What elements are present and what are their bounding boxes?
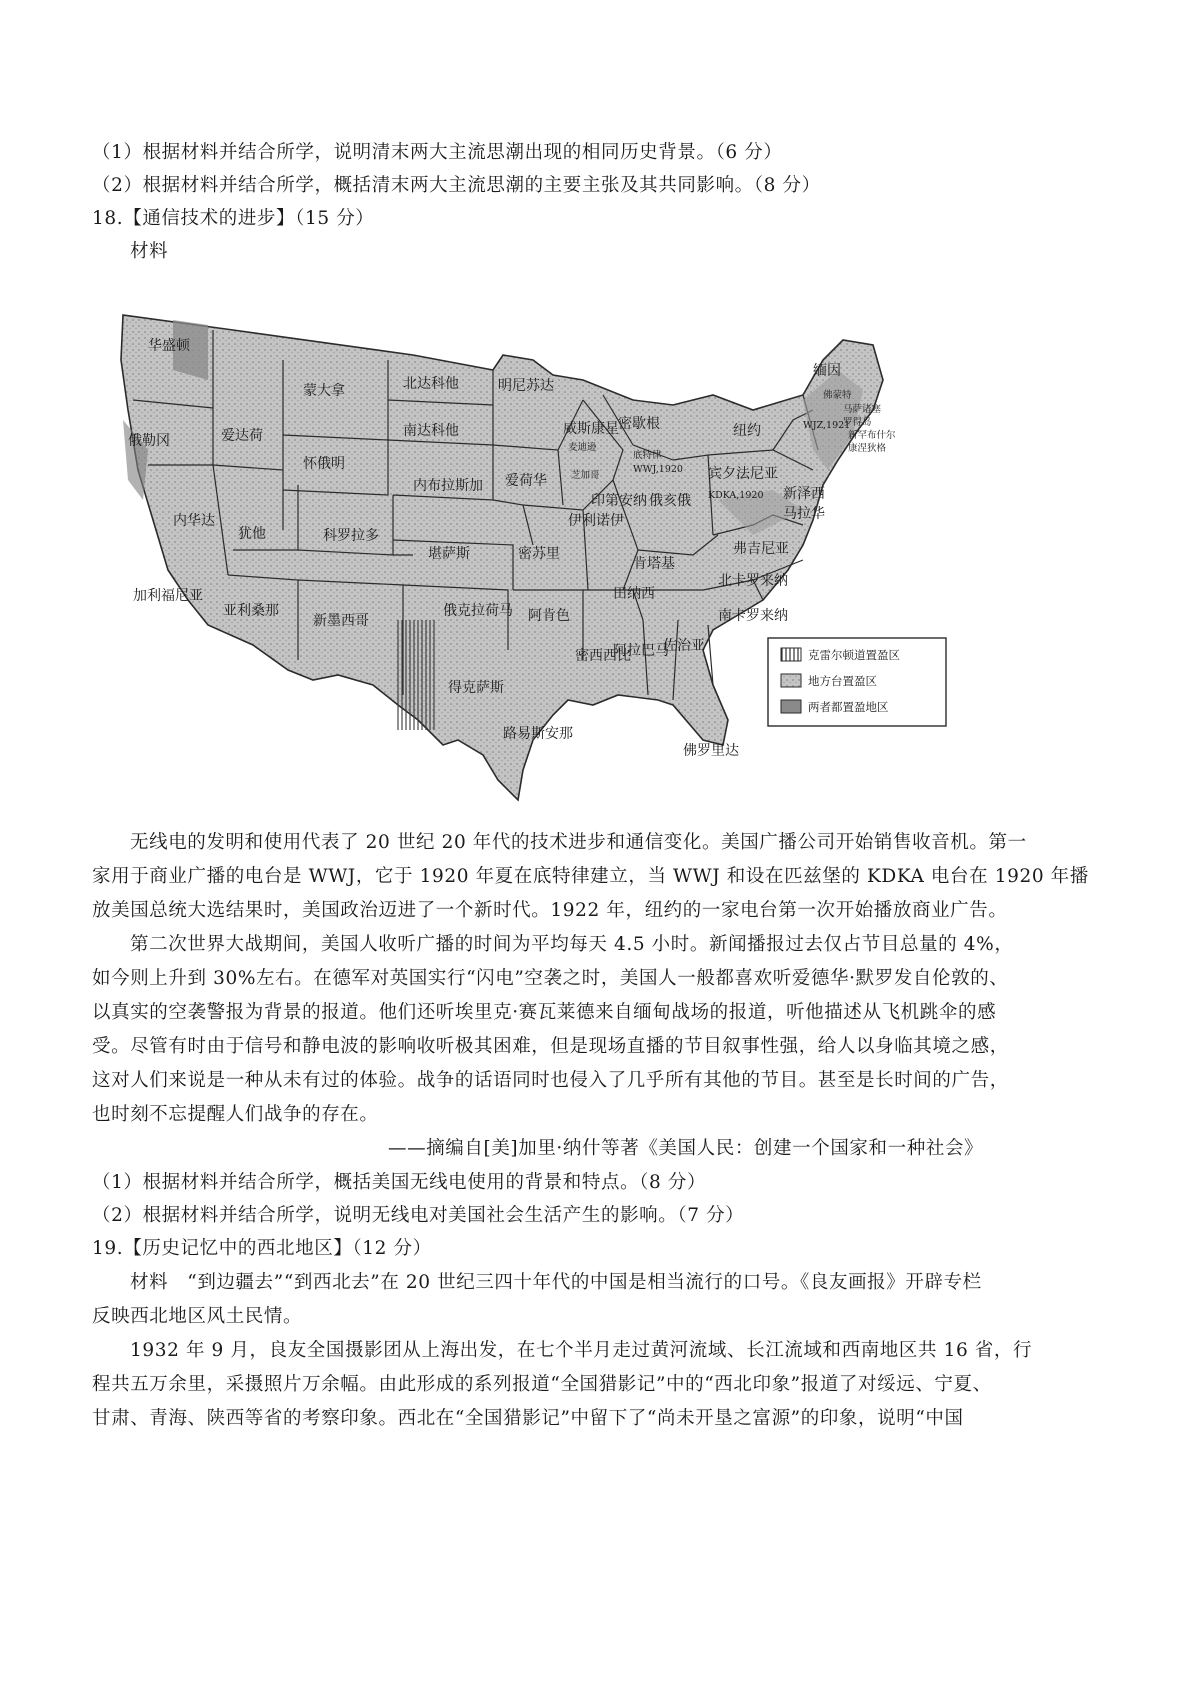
label-idaho: 爱达荷 [221, 428, 263, 444]
q18-para1-line3: 放美国总统大选结果时，美国政治迈进了一个新时代。1922 年，纽约的一家电台第一次开始播放商业广告。 [92, 900, 1008, 921]
q18-source: ——摘编自[美]加里·纳什等著《美国人民：创建一个国家和一种社会》 [388, 1138, 984, 1159]
label-washington: 华盛顿 [148, 338, 190, 354]
label-utah: 犹他 [238, 526, 266, 542]
annotation-wwj: WWJ,1920 [633, 464, 683, 475]
label-california: 加利福尼亚 [133, 588, 203, 604]
annotation-vermont: 佛蒙特 [823, 390, 852, 401]
label-tennessee: 田纳西 [613, 586, 655, 602]
annotation-wjz: WJZ,1921 [803, 420, 851, 431]
label-alabama: 阿拉巴马 [613, 643, 669, 659]
q18-para2-line1: 第二次世界大战期间，美国人收听广播的时间为平均每天 4.5 小时。新闻播报过去仅占节目总量的 4%， [130, 934, 1014, 955]
q19-para1-line1: 材料 “到边疆去”“到西北去”在 20 世纪三四十年代的中国是相当流行的口号。《良友画报》开辟专栏 [130, 1272, 982, 1293]
label-louisiana: 路易斯安那 [503, 726, 573, 742]
label-pennsylvania: 宾夕法尼亚 [708, 466, 778, 482]
label-wisconsin: 威斯康星 [563, 421, 619, 437]
q18-para2-line3: 以真实的空袭警报为背景的报道。他们还听埃里克·赛瓦莱德来自缅甸战场的报道，听他描述从飞机跳伞的感 [92, 1002, 997, 1023]
label-minnesota: 明尼苏达 [498, 378, 554, 394]
label-michigan: 密歇根 [618, 416, 660, 432]
label-indiana: 印第安纳 [591, 493, 647, 509]
label-arizona: 亚利桑那 [223, 603, 279, 619]
label-south-dakota: 南达科他 [403, 423, 459, 439]
label-mississippi: 密西西比 [575, 648, 631, 664]
q18-sub2: （2）根据材料并结合所学，说明无线电对美国社会生活产生的影响。（7 分） [92, 1205, 745, 1226]
q18-sub1: （1）根据材料并结合所学，概括美国无线电使用的背景和特点。（8 分） [92, 1172, 707, 1193]
label-montana: 蒙大拿 [303, 383, 345, 399]
q18-para2-line5: 这对人们来说是一种从未有过的体验。战争的话语同时也侵入了几乎所有其他的节目。甚至是长时间的广告， [92, 1070, 1009, 1091]
label-new-mexico: 新墨西哥 [313, 613, 369, 629]
label-new-york: 纽约 [733, 423, 761, 439]
label-virginia: 弗吉尼亚 [733, 541, 789, 557]
q18-heading: 18.【通信技术的进步】（15 分） [92, 208, 375, 229]
label-florida: 佛罗里达 [683, 743, 739, 759]
q19-para2-line1: 1932 年 9 月，良友全国摄影团从上海出发，在七个半月走过黄河流域、长江流域和西南地区共 16 省，行 [130, 1340, 1033, 1361]
label-kansas: 堪萨斯 [428, 546, 470, 562]
annotation-new-hampshire: 新罕布什尔 [848, 430, 896, 441]
label-maryland: 马拉华 [783, 506, 825, 522]
annotation-kdka: KDKA,1920 [708, 490, 764, 501]
q17-sub1: （1）根据材料并结合所学，说明清末两大主流思潮出现的相同历史背景。（6 分） [92, 142, 783, 163]
q18-para2-line6: 也时刻不忘提醒人们战争的存在。 [92, 1104, 379, 1125]
label-texas: 得克萨斯 [448, 680, 504, 696]
label-milwaukee: 麦迪逊 [568, 442, 597, 453]
legend-item3: 两者都置盈地区 [808, 700, 889, 714]
label-wyoming: 怀俄明 [303, 456, 345, 472]
label-north-carolina: 北卡罗来纳 [718, 573, 788, 589]
q18-para1-line1: 无线电的发明和使用代表了 20 世纪 20 年代的技术进步和通信变化。美国广播公司开始销售收音机。第一 [130, 832, 1027, 853]
legend-item2: 地方台置盈区 [808, 674, 877, 688]
q19-para2-line3: 甘肃、青海、陕西等省的考察印象。西北在“全国猎影记”中留下了“尚未开垦之富源”的印象，说明“中国 [92, 1408, 964, 1429]
annotation-connecticut: 康涅狄格 [848, 443, 887, 454]
map-legend [768, 638, 946, 726]
label-new-jersey: 新泽西 [783, 486, 825, 502]
q19-heading: 19.【历史记忆中的西北地区】（12 分） [92, 1238, 432, 1259]
annotation-rhode-island: 罗得岛 [843, 417, 872, 428]
us-radio-map [113, 300, 1003, 835]
label-oregon: 俄勒冈 [128, 433, 170, 449]
legend-item1: 克雷尔顿道置盈区 [808, 648, 900, 662]
label-kentucky: 肯塔基 [633, 556, 675, 572]
label-missouri: 密苏里 [518, 546, 560, 562]
q19-para2-line2: 程共五万余里，采摄照片万余幅。由此形成的系列报道“全国猎影记”中的“西北印象”报道了对绥远、宁夏、 [92, 1374, 992, 1395]
label-south-carolina: 南卡罗来纳 [718, 608, 788, 624]
label-arkansas: 阿肯色 [528, 608, 570, 624]
label-colorado: 科罗拉多 [323, 528, 379, 544]
q18-para2-line2: 如今则上升到 30%左右。在德军对英国实行“闪电”空袭之时，美国人一般都喜欢听爱德华·默罗发自伦敦的、 [92, 968, 1009, 989]
label-ohio: 俄亥俄 [649, 493, 691, 509]
label-oklahoma: 俄克拉荷马 [443, 603, 513, 619]
label-detroit: 底特律 [633, 450, 662, 461]
label-north-dakota: 北达科他 [403, 376, 459, 392]
q18-para1-line2: 家用于商业广播的电台是 WWJ，它于 1920 年夏在底特律建立，当 WWJ 和设在匹兹堡的 KDKA 电台在 1920 年播 [92, 866, 1089, 887]
q18-para2-line4: 受。尽管有时由于信号和静电波的影响收听极其困难，但是现场直播的节目叙事性强，给人以身临其境之感， [92, 1036, 1009, 1057]
label-georgia: 佐治亚 [663, 638, 705, 654]
q19-para1-line2: 反映西北地区风土民情。 [92, 1306, 303, 1327]
label-maine: 缅因 [813, 363, 841, 379]
label-nevada: 内华达 [173, 513, 215, 529]
label-chicago: 芝加哥 [571, 470, 600, 481]
q17-sub2: （2）根据材料并结合所学，概括清末两大主流思潮的主要主张及其共同影响。（8 分） [92, 175, 821, 196]
label-illinois: 伊利诺伊 [568, 513, 624, 529]
annotation-massachusetts: 马萨诸塞 [843, 404, 882, 415]
label-nebraska: 内布拉斯加 [413, 478, 483, 494]
label-iowa: 爱荷华 [505, 473, 547, 489]
q18-material-label: 材料 [130, 241, 169, 262]
